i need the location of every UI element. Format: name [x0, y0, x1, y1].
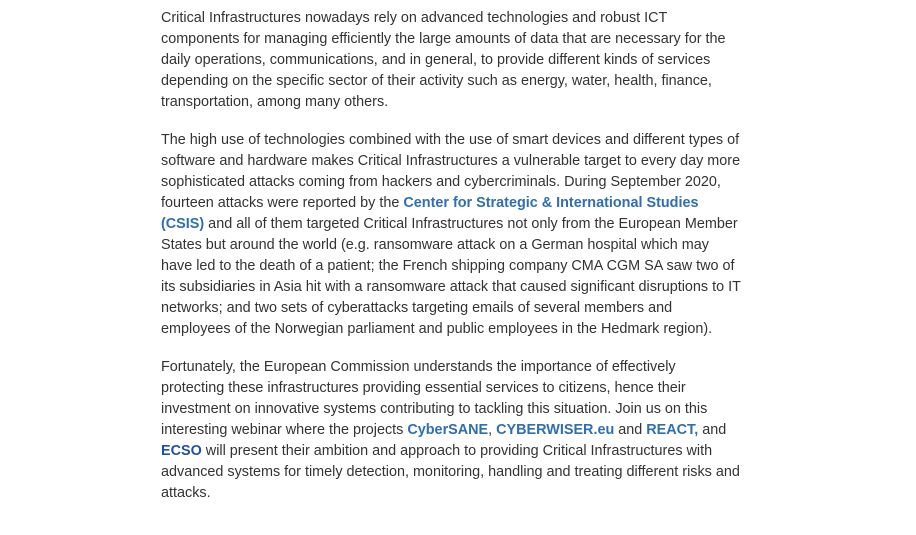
- separator-comma: ,: [488, 422, 497, 438]
- paragraph-webinar: [161, 357, 741, 504]
- paragraph-webinar-text-before: Fortunately, the European Commission understands the importance of effectively protecting these infrastructures providing essential services to citizens, hence their investment on innovative systems contributing to tackling this situation. Join us on this interesting webinar where the projects: [161, 359, 708, 438]
- article-body: [161, 8, 741, 521]
- paragraph-intro-text: Critical Infrastructures nowadays rely on advanced technologies and robust ICT components for managing efficiently the large amounts of data that are necessary for the daily operations, communications, and in general, to provide different kinds of services depending on the specific sector of their activity such as energy, water, health, finance, transportation, among many others.: [161, 10, 726, 110]
- paragraph-attacks-text-before: The high use of technologies combined with the use of smart devices and different types of software and hardware makes Critical Infrastructures a vulnerable target to every day more sophisticated attacks coming from hackers and cybercriminals. During September 2020, fourteen attacks were reported by the: [161, 132, 741, 211]
- ecso-link[interactable]: ECSO: [161, 443, 202, 459]
- csis-link[interactable]: Center for Strategic & International Studies (CSIS): [161, 195, 699, 232]
- separator-and-2: and: [698, 422, 727, 438]
- paragraph-intro: [161, 8, 741, 113]
- react-link[interactable]: REACT,: [646, 422, 699, 438]
- cyberwiser-link[interactable]: CYBERWISER.eu: [496, 422, 615, 438]
- paragraph-attacks-text-after: and all of them targeted Critical Infrastructures not only from the European Member States but around the world (e.g. ransomware attack on a German hospital which may have led to the death of a patient; the French shipping company CMA CGM SA saw two of its subsidiaries in Asia hit with a ransomware attack that caused significant disruptions to IT networks; and two sets of cyberattacks targeting emails of several members and employees of the Norwegian parliament and public employees in the Hedmark region).: [161, 216, 741, 337]
- paragraph-webinar-text-after: will present their ambition and approach to providing Critical Infrastructures with advanced systems for timely detection, monitoring, handling and treating different risks and attacks.: [161, 443, 740, 501]
- cybersane-link[interactable]: CyberSANE: [407, 422, 489, 438]
- paragraph-attacks: [161, 130, 741, 340]
- separator-and: and: [614, 422, 647, 438]
